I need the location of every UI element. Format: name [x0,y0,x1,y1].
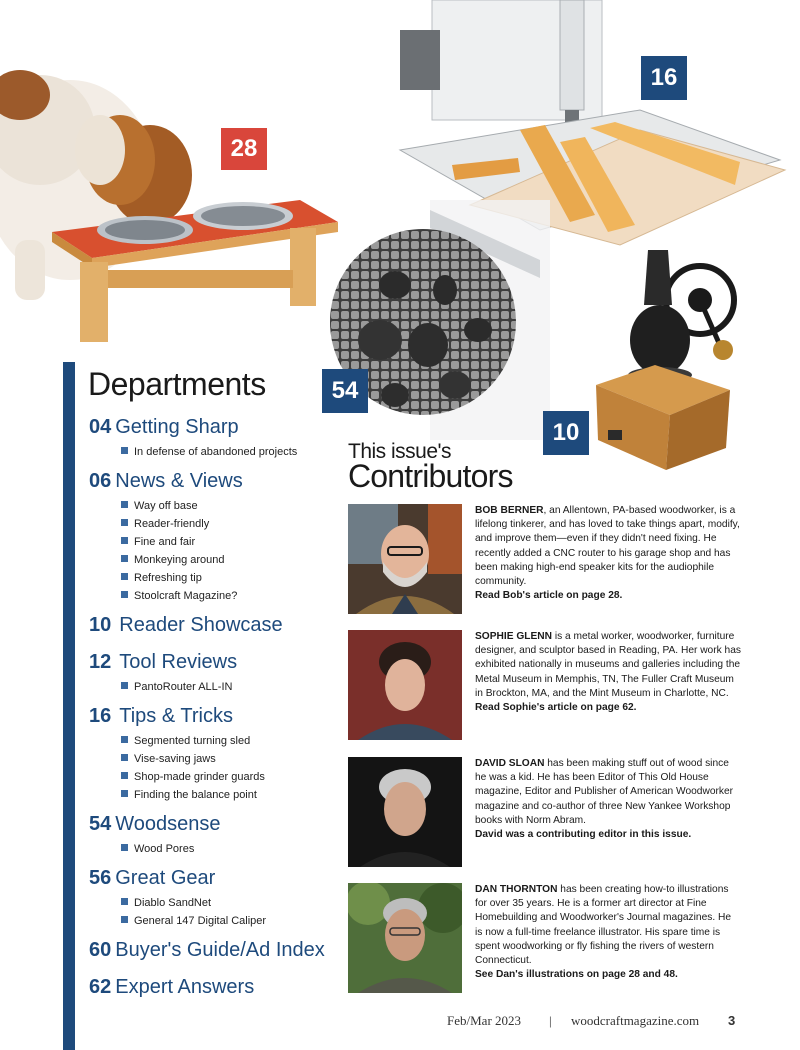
bullet-square-icon [121,573,128,580]
department-number: 54 [89,813,112,835]
bullet-square-icon [121,682,128,689]
department-subitem: Vise-saving jaws [121,750,265,768]
department-item[interactable] [89,867,266,930]
department-label: News & Views [115,470,243,492]
department-number: 60 [89,939,112,961]
footer-website[interactable]: woodcraftmagazine.com [571,1013,700,1028]
contributor-bio: SOPHIE GLENN is a metal worker, woodworker, furniture designer, and sculptor based in Reading, PA. Her work has exhibited nationally in museums and galleries including the Metal Museum in Memphis, TN, The Fuller Craft Museum in Brockton, MA, and the Mint Museum in Charlotte, NC. Read Sophie's article on page 62. [475,630,741,715]
department-label: Expert Answers [115,976,255,998]
contributor-photo [348,757,462,867]
contributors-title: Contributors [348,458,513,494]
department-subitem: Fine and fair [121,533,243,551]
bullet-square-icon [121,501,128,508]
department-subitem: Shop-made grinder guards [121,768,265,786]
contributor-photo [348,630,462,740]
bullet-square-icon [121,447,128,454]
department-number: 04 [89,416,112,438]
contributor-cta: Read Sophie's article on page 62. [475,702,637,714]
department-item[interactable] [89,614,283,637]
department-label: Tips & Tricks [119,705,233,727]
page-number: 3 [728,1013,736,1028]
department-subitem: Wood Pores [121,840,221,858]
department-subitem: Reader-friendly [121,515,243,533]
contributor-name: SOPHIE GLENN [475,631,552,642]
department-item[interactable] [89,939,325,962]
bullet-square-icon [121,591,128,598]
contributor-name: DAN THORNTON [475,884,558,895]
contributor-cta: David was a contributing editor in this issue. [475,829,692,841]
department-subitem: Finding the balance point [121,786,265,804]
contributor-bio: BOB BERNER, an Allentown, PA-based woodworker, is a lifelong tinkerer, and has loved to take things apart, modify, and improve them—even if they didn't need fixing. He recently added a CNC router to his garage shop and has been making high-end speaker kits for the audiophile community. Read Bob's article on page 28. [475,504,741,603]
contributor-bio: DAVID SLOAN has been making stuff out of wood since he was a kid. He has been Editor of This Old House magazine, Editor and Publisher of American Woodworker magazine and co-author of three New Yankee Workshop books with Norm Abram. David was a contributing editor in this issue. [475,757,741,842]
footer-separator: | [549,1013,552,1028]
department-item[interactable] [89,976,254,999]
department-subitem: Monkeying around [121,551,243,569]
department-label: Getting Sharp [115,416,239,438]
contributor-name: DAVID SLOAN [475,758,545,769]
department-subitem: Diablo SandNet [121,894,266,912]
bullet-square-icon [121,555,128,562]
contributor-photo [348,883,462,993]
department-number: 12 [89,651,112,673]
bullet-square-icon [121,772,128,779]
department-subitem: In defense of abandoned projects [121,443,297,461]
department-label: Tool Reviews [119,651,238,673]
badge-54: 54 [322,369,368,413]
department-item[interactable] [89,651,237,696]
department-subitem: Way off base [121,497,243,515]
department-label: Great Gear [115,867,216,889]
department-subitem: Refreshing tip [121,569,243,587]
department-subitem: Segmented turning sled [121,732,265,750]
contributor-photo [348,504,462,614]
department-item[interactable] [89,813,221,858]
department-number: 56 [89,867,112,889]
coffee-grinder-illustration [596,250,734,470]
department-subitem: Stoolcraft Magazine? [121,587,243,605]
department-label: Reader Showcase [119,614,283,636]
bullet-square-icon [121,754,128,761]
bullet-square-icon [121,916,128,923]
department-subitem: PantoRouter ALL-IN [121,678,237,696]
bullet-square-icon [121,844,128,851]
badge-28: 28 [221,128,267,170]
contributor-cta: See Dan's illustrations on page 28 and 48. [475,969,678,981]
department-number: 06 [89,470,112,492]
department-number: 62 [89,976,112,998]
contributors-kicker: This issue's [348,440,452,463]
department-item[interactable] [89,470,243,605]
badge-10: 10 [543,411,589,455]
bullet-square-icon [121,790,128,797]
footer-issue: Feb/Mar 2023 [447,1013,522,1028]
department-label: Buyer's Guide/Ad Index [115,939,325,961]
department-number: 10 [89,614,112,636]
contributor-bio: DAN THORNTON has been creating how-to illustrations for over 35 years. He is a former art director at Fine Homebuilding and Woodworker's Journal magazines. He is now a full-time freelance illustrator. His spare time is spent woodworking or fly fishing the rivers of western Connecticut. See Dan's illustrations on page 28 and 48. [475,883,741,982]
department-item[interactable] [89,705,265,804]
bullet-square-icon [121,898,128,905]
bullet-square-icon [121,736,128,743]
badge-16: 16 [641,56,687,100]
departments-sidebar-bar [63,362,75,1050]
contributor-name: BOB BERNER [475,505,544,516]
department-item[interactable] [89,416,297,461]
department-label: Woodsense [115,813,221,835]
bullet-square-icon [121,537,128,544]
departments-title: Departments [88,366,266,402]
bullet-square-icon [121,519,128,526]
department-number: 16 [89,705,112,727]
contributor-cta: Read Bob's article on page 28. [475,590,623,602]
department-subitem: General 147 Digital Caliper [121,912,266,930]
